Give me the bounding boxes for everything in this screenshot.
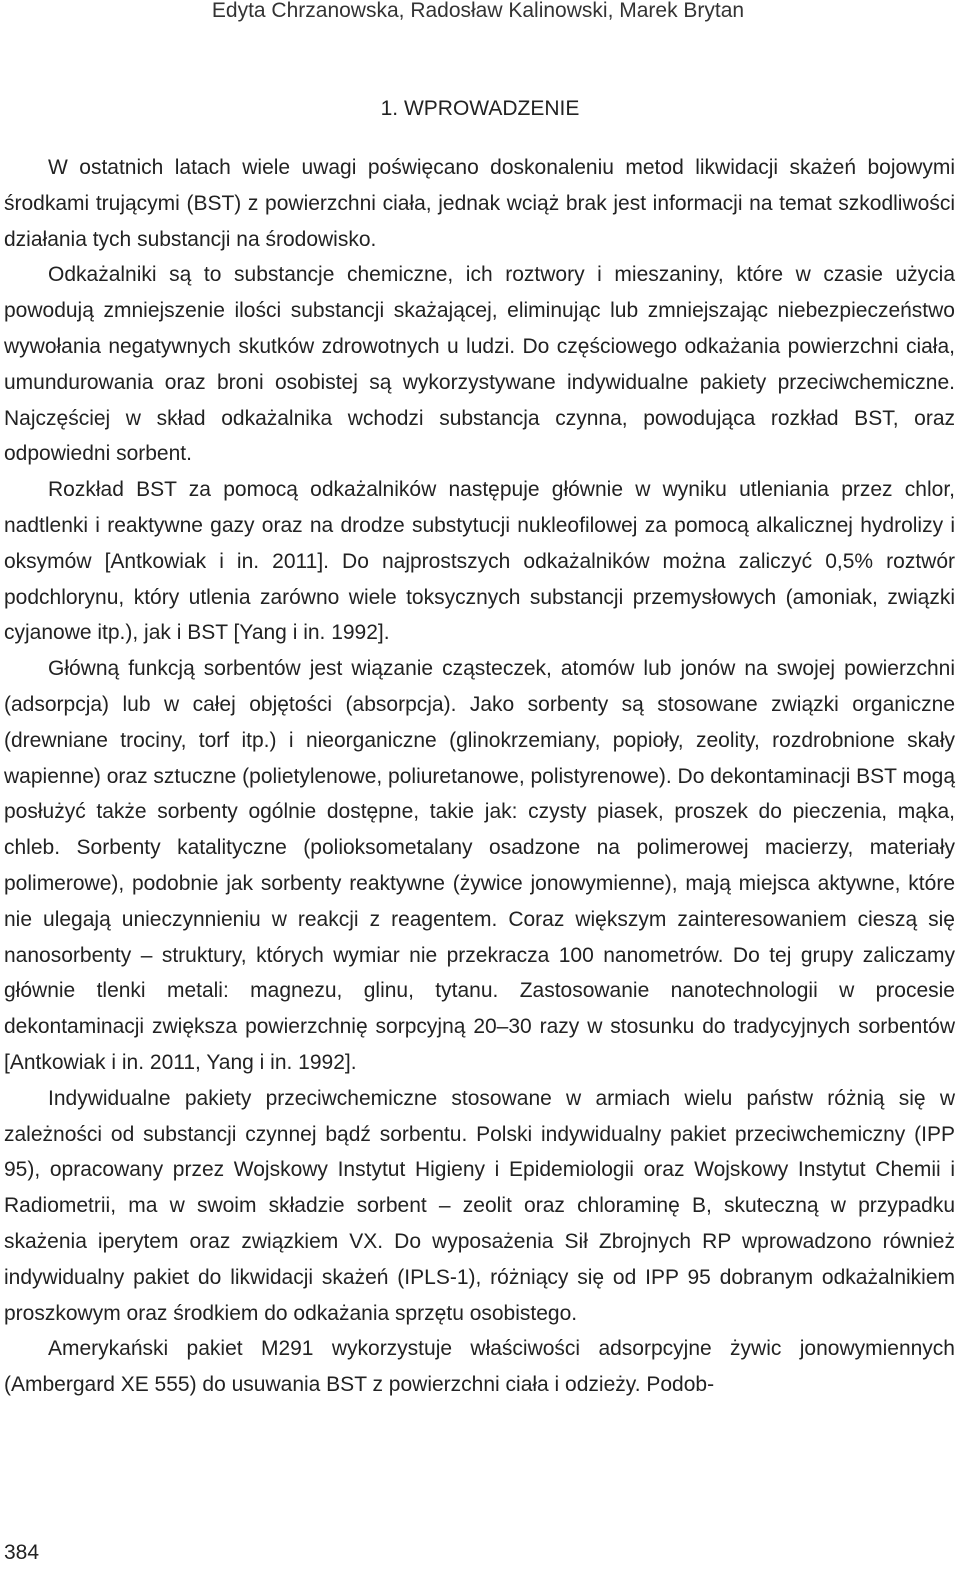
page-number: 384 <box>4 1541 40 1564</box>
header-authors: Edyta Chrzanowska, Radosław Kalinowski, Marek Brytan <box>211 0 745 22</box>
running-header <box>0 0 960 22</box>
paragraph: Główną funkcją sorbentów jest wiązanie cząsteczek, atomów lub jonów na swojej powierzchni (adsorpcja) lub w całej objętości (absorpcja). Jako sorbenty są stosowane związki organiczne (drewniane trociny, torf itp.) i nieorganiczne (glinokrzemiany, popioły, zeolity, rozdrobnione skały wapienne) oraz sztuczne (polietylenowe, poliuretanowe, polistyrenowe). Do dekontaminacji BST mogą posłużyć także sorbenty ogólnie dostępne, takie jak: czysty piasek, proszek do pieczenia, mąka, chleb. Sorbenty katalityczne (polioksometalany osadzone na polimerowej macierzy, materiały polimerowe), podobnie jak sorbenty reaktywne (żywice jonowymienne), mają miejsca aktywne, które nie ulegają unieczynnieniu w reakcji z reagentem. Coraz większym zainteresowaniem cieszą się nanosorbenty – struktury, których wymiar nie przekracza 100 nanometrów. Do tej grupy zaliczamy głównie tlenki metali: magnezu, glinu, tytanu. Zastosowanie nanotechnologii w procesie dekontaminacji zwiększa powierzchnię sorpcyjną 20–30 razy w stosunku do tradycyjnych sorbentów [Antkowiak i in. 2011, Yang i in. 1992]. <box>4 657 955 1074</box>
paragraph: W ostatnich latach wiele uwagi poświęcano doskonaleniu metod likwidacji skażeń bojowymi środkami trującymi (BST) z powierzchni ciała, jednak wciąż brak jest informacji na temat szkodliwości działania tych substancji na środowisko. <box>4 156 955 251</box>
paragraph: Amerykański pakiet M291 wykorzystuje właściwości adsorpcyjne żywic jonowymiennych (Ambergard XE 555) do usuwania BST z powierzchni ciała i odzieży. Podob- <box>4 1337 955 1397</box>
paragraph: Odkażalniki są to substancje chemiczne, ich roztwory i mieszaniny, które w czasie użycia powodują zmniejszenie ilości substancji skażającej, eliminując lub zmniejszając niebezpieczeństwo wywołania negatywnych skutków zdrowotnych u ludzi. Do częściowego odkażania powierzchni ciała, umundurowania oraz broni osobistej są wykorzystywane indywidualne pakiety przeciwchemiczne. Najczęściej w skład odkażalnika wchodzi substancja czynna, powodująca rozkład BST, oraz odpowiedni sorbent. <box>4 263 955 466</box>
paragraph: Indywidualne pakiety przeciwchemiczne stosowane w armiach wielu państw różnią się w zależności od substancji czynnej bądź sorbentu. Polski indywidualny pakiet przeciwchemiczny (IPP 95), opracowany przez Wojskowy Instytut Higieny i Epidemiologii oraz Wojskowy Instytut Chemii i Radiometrii, ma w swoim składzie sorbent – zeolit oraz chloraminę B, skuteczną w przypadku skażenia iperytem oraz związkiem VX. Do wyposażenia Sił Zbrojnych RP wprowadzono również indywidualny pakiet do likwidacji skażeń (IPLS-1), różniący się od IPP 95 dobranym odkażalnikiem proszkowym oraz środkiem do odkażania sprzętu osobistego. <box>4 1086 955 1325</box>
body-text <box>4 150 955 1403</box>
paragraph: Rozkład BST za pomocą odkażalników następuje głównie w wyniku utleniania przez chlor, nadtlenki i reaktywne gazy oraz na drodze substytucji nukleofilowej za pomocą alkalicznej hydrolizy i oksymów [Antkowiak i in. 2011]. Do najprostszych odkażalników można zaliczyć 0,5% roztwór podchlorynu, który utlenia zarówno wiele toksycznych substancji przemysłowych (amoniak, związki cyjanowe itp.), jak i BST [Yang i in. 1992]. <box>4 478 955 645</box>
section-heading: 1. WPROWADZENIE <box>380 97 580 120</box>
